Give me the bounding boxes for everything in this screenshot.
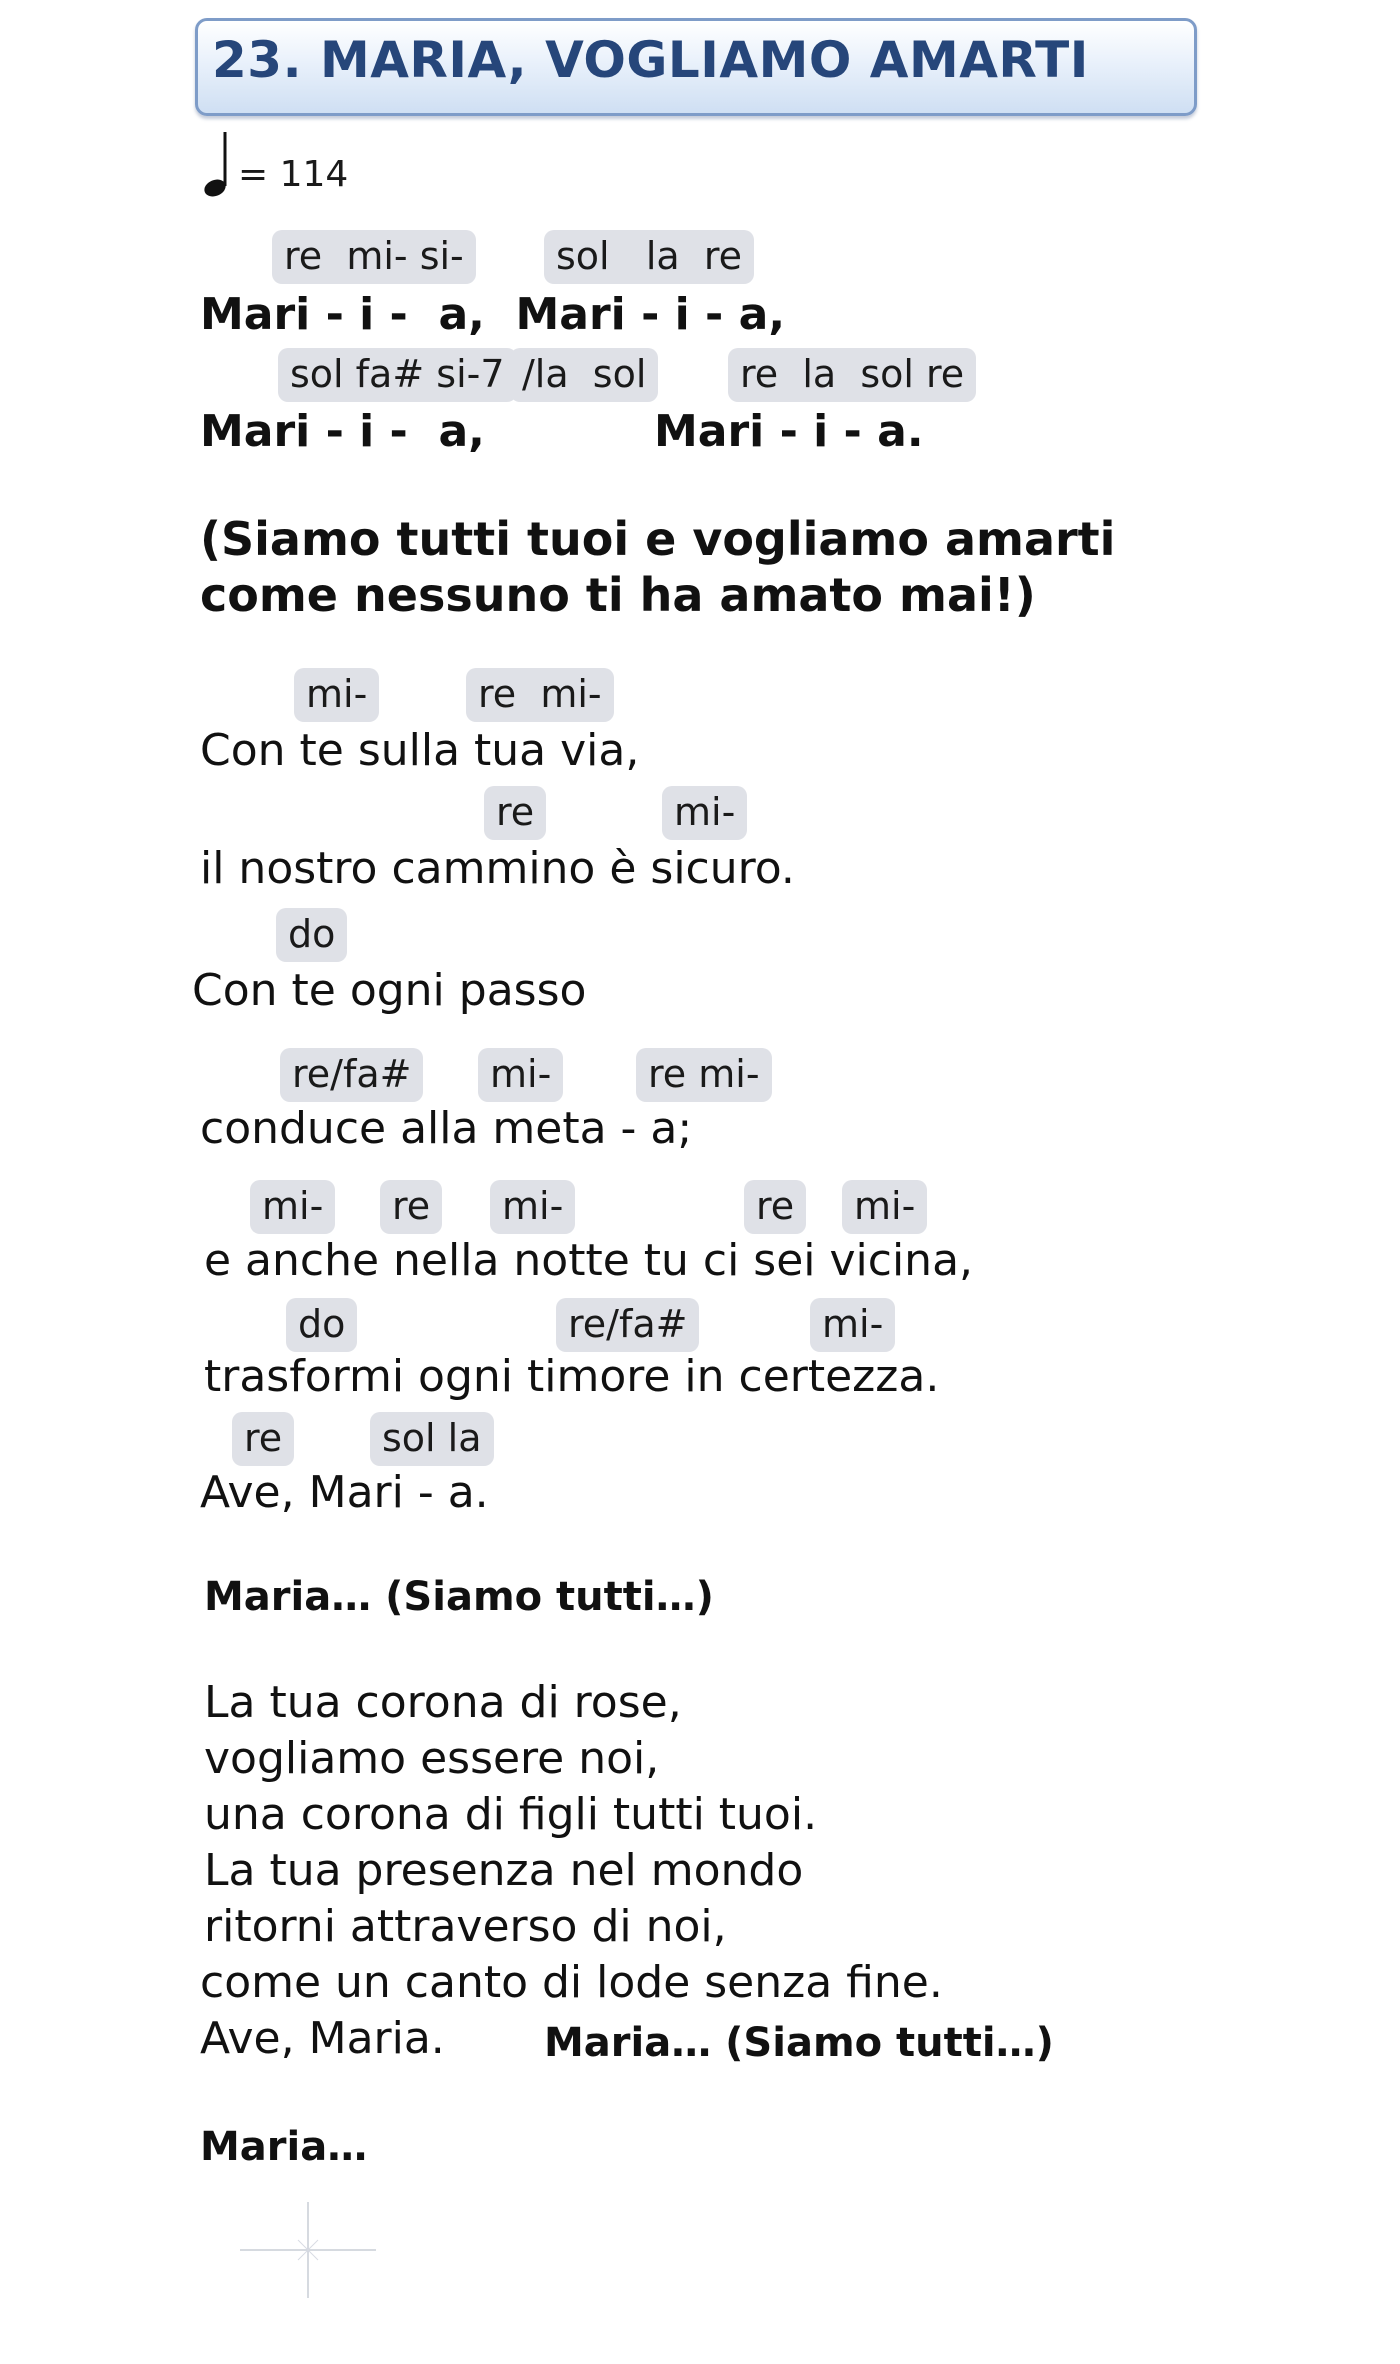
lyric-line: La tua corona di rose, — [204, 1677, 682, 1728]
final-refrain: Maria… — [200, 2124, 368, 2170]
lyric-line: il nostro cammino è sicuro. — [200, 843, 795, 894]
chord: sol fa# si-7 — [278, 348, 517, 402]
lyric-line: Mari - i - a, — [200, 406, 485, 457]
sparkle-icon — [238, 2200, 378, 2300]
lyric-line: Con te ogni passo — [192, 965, 587, 1016]
lyric-line: Mari - i - a. — [654, 406, 924, 457]
lyric-line: una corona di figli tutti tuoi. — [204, 1789, 818, 1840]
chord: sol la — [370, 1412, 494, 1466]
chord: mi- — [842, 1180, 927, 1234]
chord: mi- — [478, 1048, 563, 1102]
lyric-line: conduce alla meta - a; — [200, 1103, 693, 1154]
lyric-line: trasformi ogni timore in certezza. — [204, 1351, 940, 1402]
chord: re/fa# — [556, 1298, 699, 1352]
chord: re la sol re — [728, 348, 976, 402]
chord: do — [286, 1298, 357, 1352]
chord: re/fa# — [280, 1048, 423, 1102]
chord: mi- — [662, 786, 747, 840]
chord: do — [276, 908, 347, 962]
refrain-paren-line: (Siamo tutti tuoi e vogliamo amarti — [200, 512, 1116, 566]
chord: mi- — [250, 1180, 335, 1234]
chord: re mi- si- — [272, 230, 476, 284]
refrain-reference: Maria… (Siamo tutti…) — [544, 2020, 1054, 2066]
lyric-line: Ave, Maria. — [200, 2013, 445, 2064]
tempo-marking — [198, 128, 398, 200]
title-box — [195, 18, 1197, 116]
chord: /la sol — [510, 348, 658, 402]
lyric-line: e anche nella notte tu ci sei vicina, — [204, 1235, 974, 1286]
lyric-line: ritorni attraverso di noi, — [204, 1901, 727, 1952]
chord: re mi- — [636, 1048, 772, 1102]
chord: mi- — [490, 1180, 575, 1234]
quarter-note-icon — [198, 128, 238, 200]
tempo-value: = 114 — [238, 154, 349, 195]
refrain-reference: Maria… (Siamo tutti…) — [204, 1574, 714, 1620]
chord: mi- — [294, 668, 379, 722]
chord: re — [232, 1412, 294, 1466]
lyric-line: vogliamo essere noi, — [204, 1733, 660, 1784]
song-title: 23. MARIA, VOGLIAMO AMARTI — [212, 31, 1089, 89]
chord: re — [380, 1180, 442, 1234]
lyric-line: Con te sulla tua via, — [200, 725, 640, 776]
lyric-line: La tua presenza nel mondo — [204, 1845, 804, 1896]
chord: re — [744, 1180, 806, 1234]
lyric-line: come un canto di lode senza fine. — [200, 1957, 943, 2008]
refrain-paren-line: come nessuno ti ha amato mai!) — [200, 568, 1036, 622]
lyric-line: Mari - i - a, Mari - i - a, — [200, 289, 786, 340]
chord: re — [484, 786, 546, 840]
chord: re mi- — [466, 668, 614, 722]
lyric-line: Ave, Mari - a. — [200, 1467, 489, 1518]
chord: mi- — [810, 1298, 895, 1352]
chord: sol la re — [544, 230, 754, 284]
